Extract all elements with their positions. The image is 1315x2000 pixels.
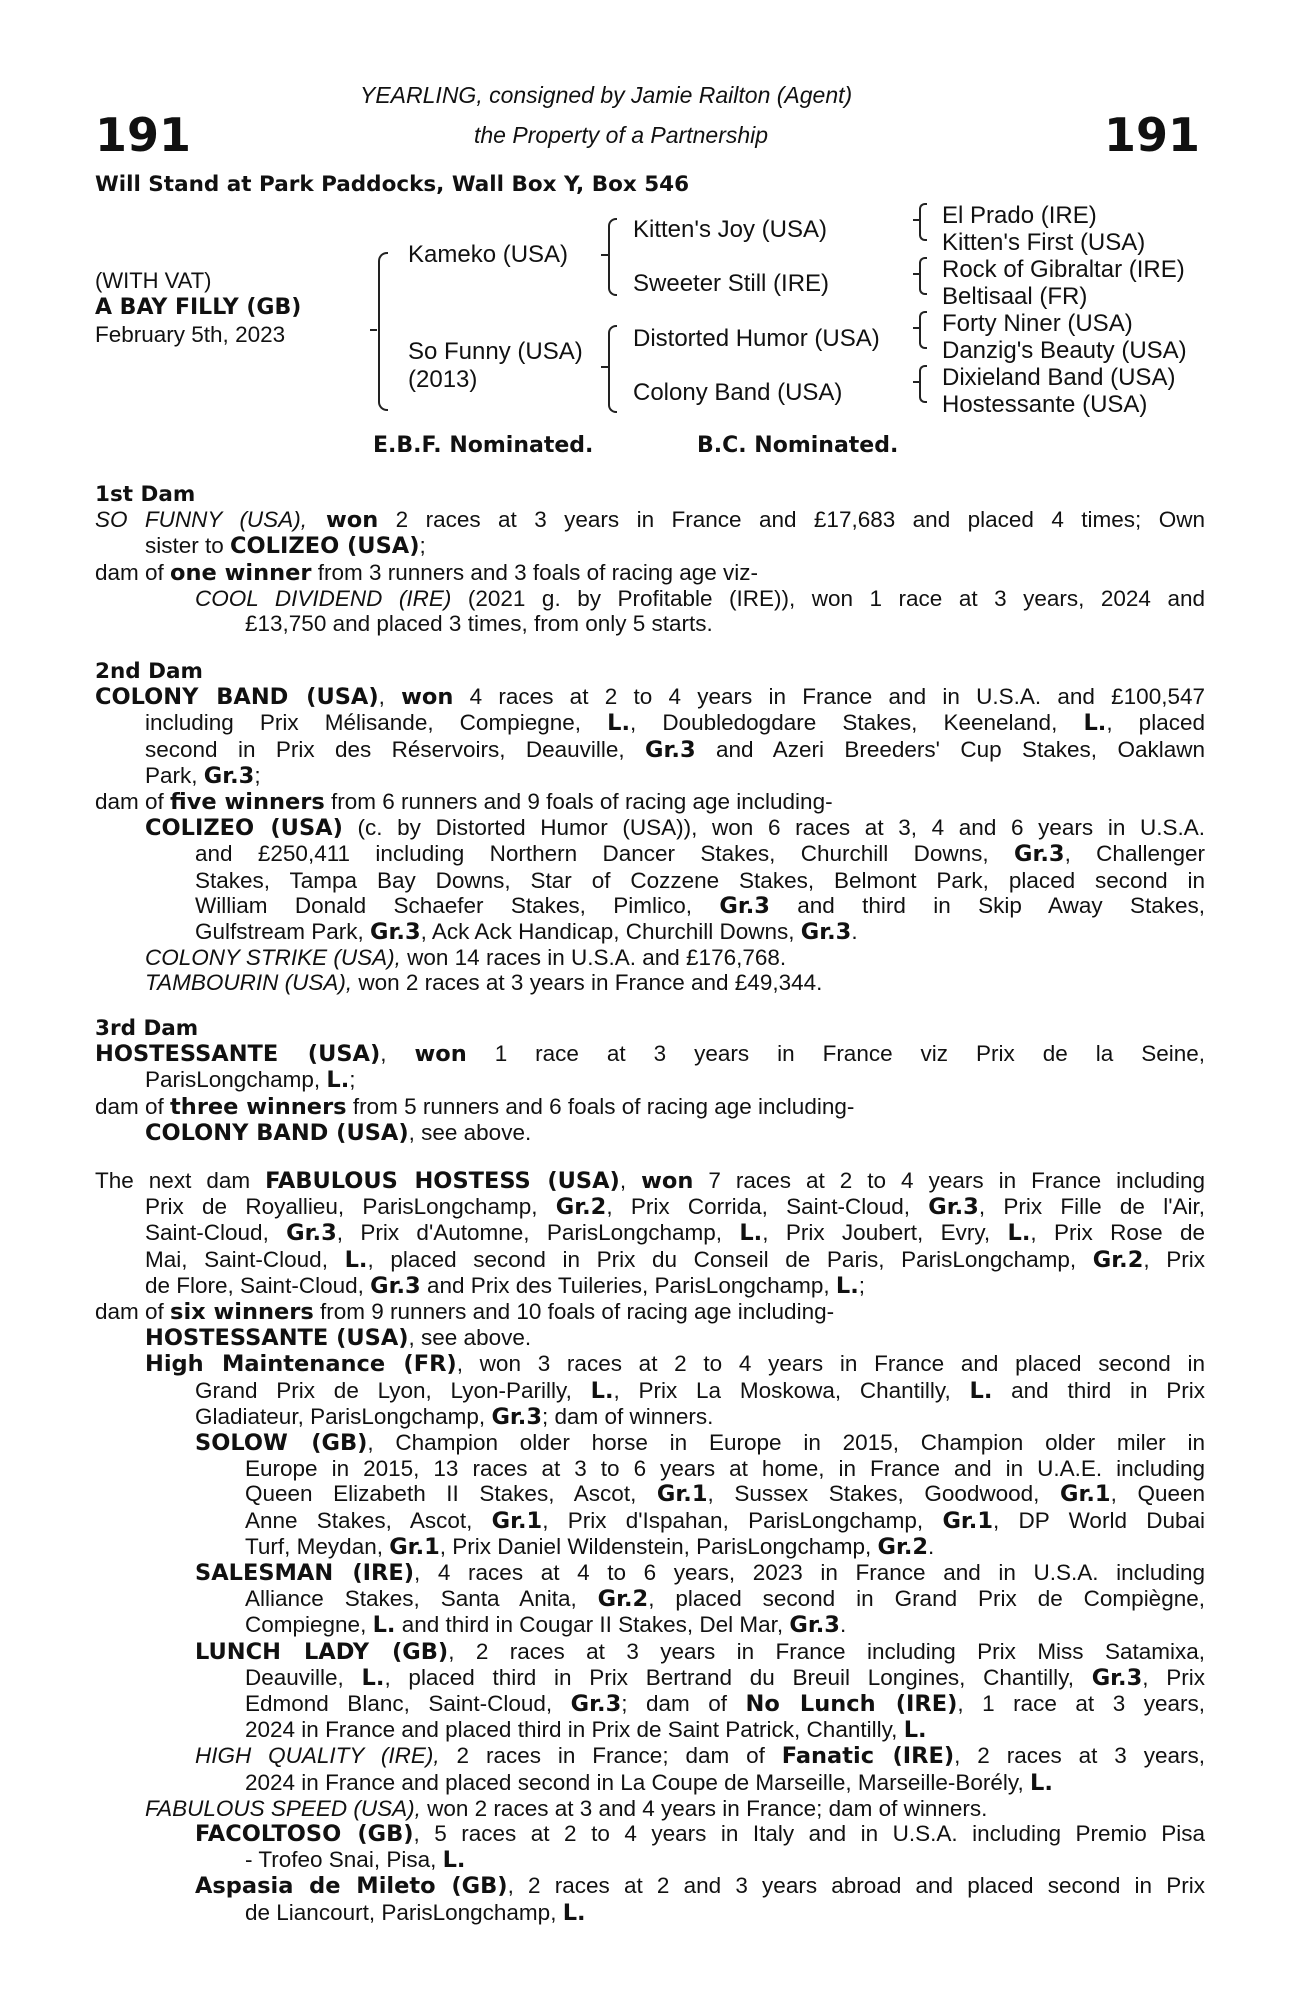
dam4-line: HIGH QUALITY (IRE), 2 races in France; dam of Fanatic (IRE), 2 races at 3 years,: [195, 1743, 1205, 1770]
dam2-line: including Prix Mélisande, Compiegne, L., Doubledogdare Stakes, Keeneland, L., placed: [145, 710, 1205, 737]
grandparent-6: Danzig's Beauty (USA): [942, 337, 1187, 364]
dam-dam: Colony Band (USA): [633, 379, 843, 406]
dam4-line: FABULOUS SPEED (USA), won 2 races at 3 and 4 years in France; dam of winners.: [145, 1795, 988, 1821]
grandparent-1: El Prado (IRE): [942, 202, 1097, 229]
dam4-line: Aspasia de Mileto (GB), 2 races at 2 and 3 years abroad and placed second in Prix: [195, 1873, 1205, 1900]
dam4-line: Compiegne, L. and third in Cougar II Stakes, Del Mar, Gr.3.: [245, 1612, 847, 1639]
lot-number-left: 191: [95, 108, 192, 162]
dam2-line: dam of five winners from 6 runners and 9 foals of racing age including-: [95, 789, 833, 816]
dam4-line: de Flore, Saint-Cloud, Gr.3 and Prix des Tuileries, ParisLongchamp, L.;: [145, 1272, 866, 1299]
section-heading: 1st Dam: [95, 482, 196, 507]
dam4-line: 2024 in France and placed second in La Coupe de Marseille, Marseille-Borély, L.: [245, 1769, 1053, 1796]
dam3-line: COLONY BAND (USA), see above.: [145, 1119, 532, 1146]
dam4-line: HOSTESSANTE (USA), see above.: [145, 1325, 532, 1352]
section-heading: 2nd Dam: [95, 659, 203, 684]
dam-sire: Distorted Humor (USA): [633, 325, 880, 352]
vat-label: (WITH VAT): [95, 268, 212, 293]
dam1-line: £13,750 and placed 3 times, from only 5 starts.: [245, 611, 713, 637]
dam3-line: dam of three winners from 5 runners and 6 foals of racing age including-: [95, 1093, 855, 1120]
grandparent-7: Dixieland Band (USA): [942, 364, 1176, 391]
foaling-date: February 5th, 2023: [95, 322, 286, 347]
section-heading: 3rd Dam: [95, 1016, 199, 1041]
ebf-nomination: E.B.F. Nominated.: [373, 433, 594, 458]
dam4-line: LUNCH LADY (GB), 2 races at 3 years in France including Prix Miss Satamixa,: [195, 1638, 1205, 1665]
dam4-line: Turf, Meydan, Gr.1, Prix Daniel Wildenstein, ParisLongchamp, Gr.2.: [245, 1533, 935, 1560]
grandparent-2: Kitten's First (USA): [942, 229, 1146, 256]
third-dam-section: [95, 1016, 1205, 1146]
bc-nomination: B.C. Nominated.: [697, 433, 899, 458]
dam4-line: dam of six winners from 9 runners and 10 foals of racing age including-: [95, 1299, 835, 1326]
fourth-dam-section: [95, 1168, 1205, 1926]
dam4-line: - Trofeo Snai, Pisa, L.: [245, 1847, 466, 1874]
dam4-line: The next dam FABULOUS HOSTESS (USA), won 7 races at 2 to 4 years in France including: [95, 1168, 1205, 1194]
dam-name: So Funny (USA): [408, 338, 583, 365]
dam4-line: High Maintenance (FR), won 3 races at 2 to 4 years in France and placed second in: [145, 1351, 1206, 1378]
dam2-line: COLIZEO (USA) (c. by Distorted Humor (USA)), won 6 races at 3, 4 and 6 years in U.S.A.: [145, 815, 1205, 842]
dam2-line: COLONY STRIKE (USA), won 14 races in U.S.A. and £176,768.: [145, 945, 787, 971]
grandparent-4: Beltisaal (FR): [942, 283, 1088, 310]
dam4-line: Alliance Stakes, Santa Anita, Gr.2, placed second in Grand Prix de Compiègne,: [245, 1586, 1205, 1613]
first-dam-section: [95, 482, 1205, 636]
dam3-line: HOSTESSANTE (USA), won 1 race at 3 years in France viz Prix de la Seine,: [95, 1041, 1205, 1068]
dam4-line: Prix de Royallieu, ParisLongchamp, Gr.2, Prix Corrida, Saint-Cloud, Gr.3, Prix Fille de l'Air,: [145, 1194, 1205, 1221]
dam3-line: ParisLongchamp, L.;: [145, 1067, 356, 1094]
dam2-line: and £250,411 including Northern Dancer Stakes, Churchill Downs, Gr.3, Challenger: [195, 841, 1206, 868]
dam4-line: Queen Elizabeth II Stakes, Ascot, Gr.1, Sussex Stakes, Goodwood, Gr.1, Queen: [245, 1481, 1205, 1508]
dam4-line: Gladiateur, ParisLongchamp, Gr.3; dam of winners.: [195, 1403, 714, 1430]
dam4-line: Anne Stakes, Ascot, Gr.1, Prix d'Ispahan, ParisLongchamp, Gr.1, DP World Dubai: [245, 1507, 1205, 1534]
grandparent-8: Hostessante (USA): [942, 391, 1148, 418]
dam2-line: Gulfstream Park, Gr.3, Ack Ack Handicap, Churchill Downs, Gr.3.: [195, 919, 858, 946]
lot-number-right: 191: [1103, 108, 1200, 162]
dam4-line: Europe in 2015, 13 races at 3 to 6 years at home, in France and in U.A.E. including: [245, 1456, 1205, 1482]
dam4-line: Saint-Cloud, Gr.3, Prix d'Automne, ParisLongchamp, L., Prix Joubert, Evry, L., Prix Rose de: [145, 1220, 1205, 1247]
grandparent-3: Rock of Gibraltar (IRE): [942, 256, 1185, 283]
dam4-line: de Liancourt, ParisLongchamp, L.: [245, 1899, 586, 1926]
dam2-line: TAMBOURIN (USA), won 2 races at 3 years in France and £49,344.: [145, 970, 823, 996]
horse-name: A BAY FILLY (GB): [95, 295, 302, 320]
dam1-line: SO FUNNY (USA), won 2 races at 3 years in France and £17,683 and placed 4 times; Own: [95, 507, 1205, 534]
dam2-line: William Donald Schaefer Stakes, Pimlico, Gr.3 and third in Skip Away Stakes,: [195, 892, 1205, 919]
dam4-line: 2024 in France and placed third in Prix de Saint Patrick, Chantilly, L.: [245, 1717, 927, 1744]
dam4-line: Deauville, L., placed third in Prix Bertrand du Breuil Longines, Chantilly, Gr.3, Prix: [245, 1664, 1205, 1691]
sire-dam: Sweeter Still (IRE): [633, 270, 830, 297]
property-line: the Property of a Partnership: [474, 122, 769, 148]
dam2-line: Park, Gr.3;: [145, 762, 261, 789]
consignor-line: YEARLING, consigned by Jamie Railton (Agent): [360, 82, 853, 108]
dam1-line: dam of one winner from 3 runners and 3 foals of racing age viz-: [95, 559, 758, 586]
dam2-line: second in Prix des Réservoirs, Deauville, Gr.3 and Azeri Breeders' Cup Stakes, Oaklawn: [145, 736, 1205, 763]
sire-name: Kameko (USA): [408, 241, 569, 268]
dam1-line: COOL DIVIDEND (IRE) (2021 g. by Profitable (IRE)), won 1 race at 3 years, 2024 and: [195, 585, 1205, 611]
dam-year: (2013): [408, 366, 478, 393]
dam4-line: Grand Prix de Lyon, Lyon-Parilly, L., Prix La Moskowa, Chantilly, L. and third in Prix: [195, 1377, 1206, 1404]
second-dam-section: [95, 659, 1205, 996]
stabling-line: Will Stand at Park Paddocks, Wall Box Y, Box 546: [95, 172, 690, 197]
dam4-line: FACOLTOSO (GB), 5 races at 2 to 4 years in Italy and in U.S.A. including Premio Pisa: [195, 1821, 1206, 1848]
dam4-line: SALESMAN (IRE), 4 races at 4 to 6 years, 2023 in France and in U.S.A. including: [195, 1560, 1205, 1587]
dam1-line: sister to COLIZEO (USA);: [145, 533, 426, 560]
dam4-line: Edmond Blanc, Saint-Cloud, Gr.3; dam of No Lunch (IRE), 1 race at 3 years,: [245, 1691, 1205, 1718]
dam4-line: Mai, Saint-Cloud, L., placed second in Prix du Conseil de Paris, ParisLongchamp, Gr.2, Prix: [145, 1246, 1205, 1273]
dam2-line: Stakes, Tampa Bay Downs, Star of Cozzene Stakes, Belmont Park, placed second in: [195, 867, 1205, 893]
grandparent-5: Forty Niner (USA): [942, 310, 1133, 337]
sire-sire: Kitten's Joy (USA): [633, 216, 827, 243]
dam2-line: COLONY BAND (USA), won 4 races at 2 to 4 years in France and in U.S.A. and £100,547: [95, 684, 1206, 711]
dam4-line: SOLOW (GB), Champion older horse in Europe in 2015, Champion older miler in: [195, 1430, 1205, 1457]
